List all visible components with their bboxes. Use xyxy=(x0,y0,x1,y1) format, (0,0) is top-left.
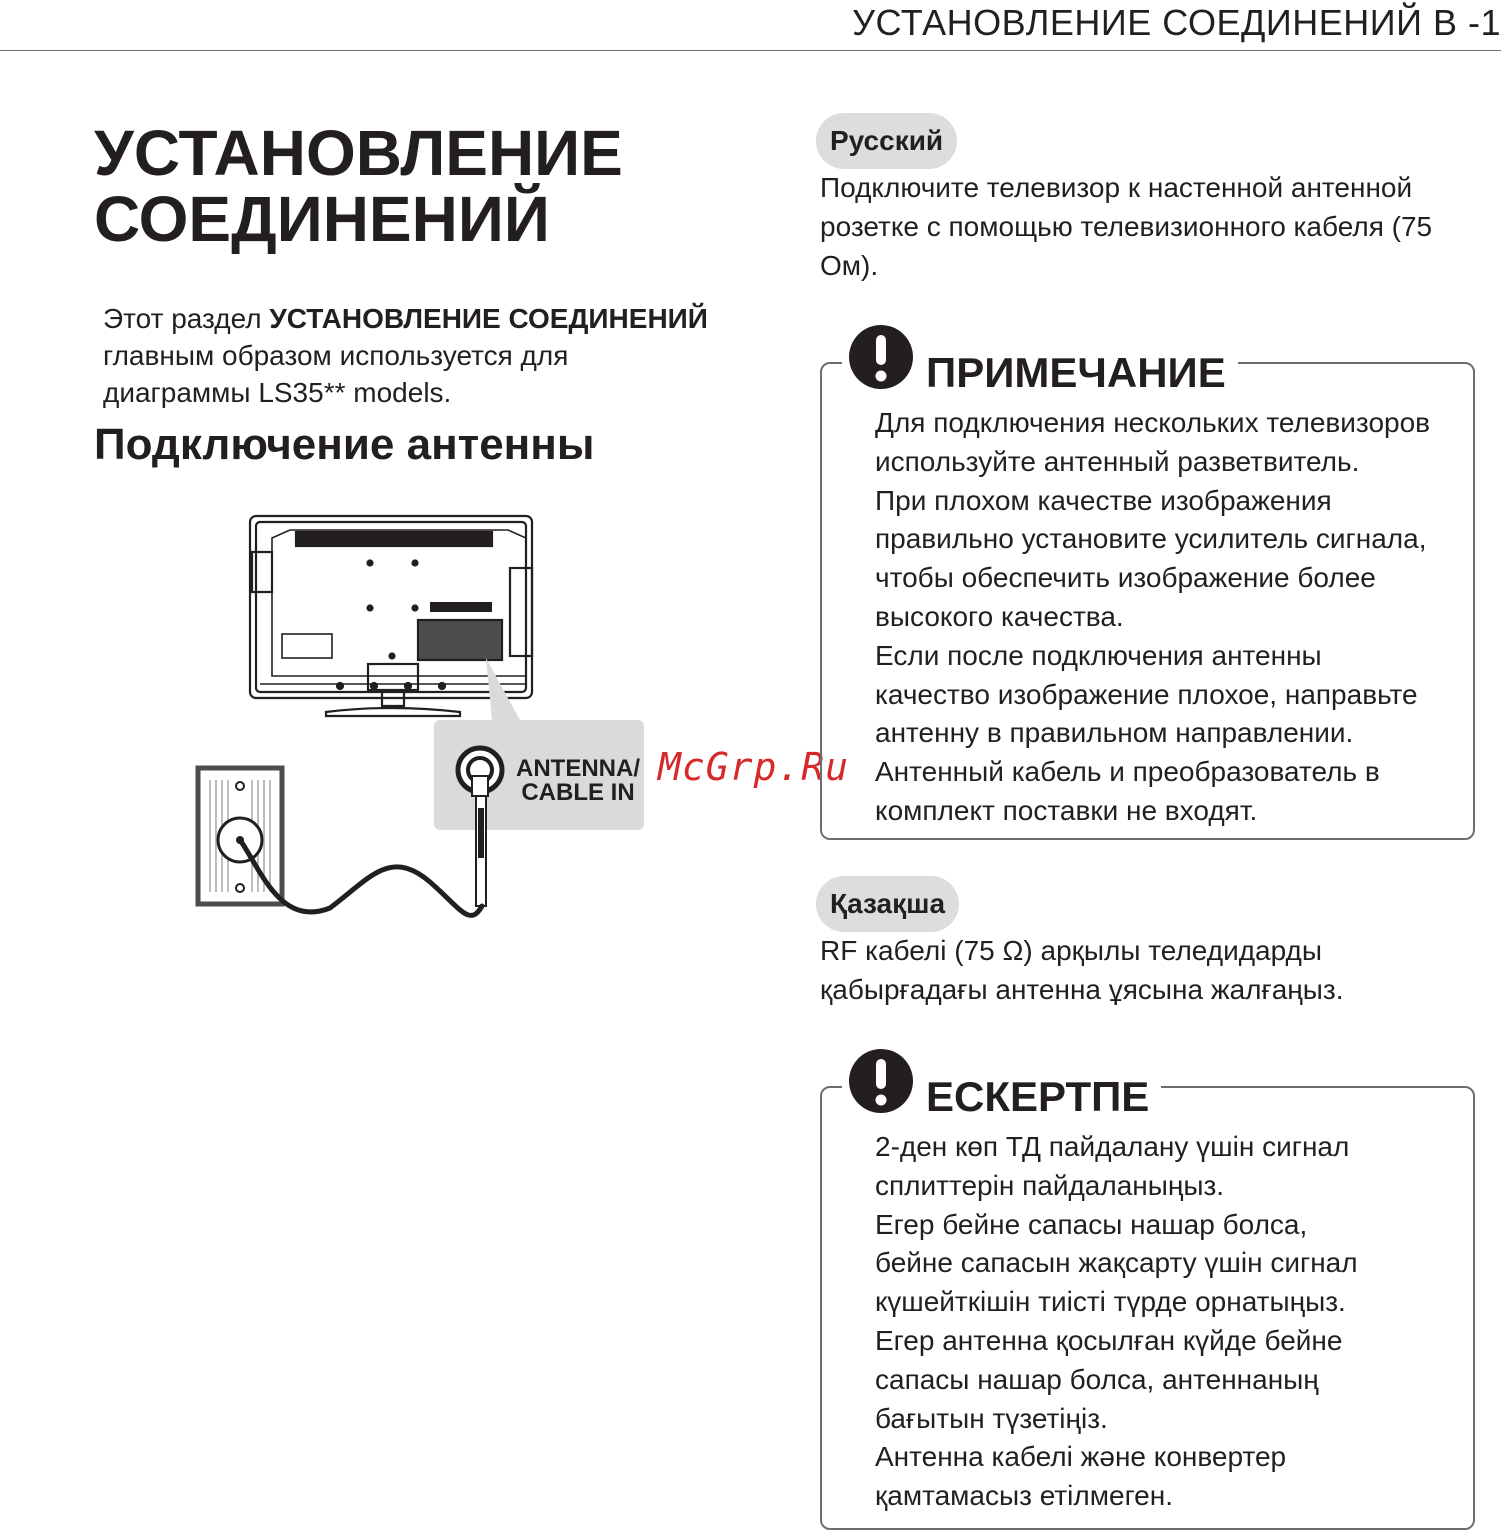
russian-note-header xyxy=(842,316,1238,398)
note-line: Антенный кабель и преобразователь в xyxy=(875,756,1380,788)
page-title-line-2: СОЕДИНЕНИЙ xyxy=(94,183,550,255)
note-line: качество изображение плохое, направьте xyxy=(875,678,1418,710)
note-line: используйте антенный разветвитель. xyxy=(875,445,1360,477)
coax-plug-illustration xyxy=(472,776,488,906)
note-line: антенну в правильном направлении. xyxy=(875,717,1354,749)
note-line: Если после подключения антенны xyxy=(875,639,1322,671)
page-title-line-1: УСТАНОВЛЕНИЕ xyxy=(94,117,623,189)
russian-note-title: ПРИМЕЧАНИЕ xyxy=(926,349,1226,396)
note-line: Егер антенна қосылған күйде бейне xyxy=(875,1324,1343,1356)
note-line: высокого качества. xyxy=(875,600,1124,632)
kazakh-instruction-line-2: қабырғадағы антенна ұясына жалғаңыз. xyxy=(820,974,1344,1005)
exclamation-icon xyxy=(848,324,914,390)
kazakh-instruction xyxy=(820,931,1470,1009)
note-line: При плохом качестве изображения xyxy=(875,484,1332,516)
intro-bold-term: УСТАНОВЛЕНИЕ СОЕДИНЕНИЙ xyxy=(269,303,708,334)
intro-prefix: Этот раздел xyxy=(103,303,270,334)
intro-paragraph xyxy=(103,300,783,411)
header-rule xyxy=(0,50,1501,51)
note-line: Для подключения нескольких телевизоров xyxy=(875,407,1431,438)
exclamation-icon xyxy=(848,1048,914,1114)
note-line: сапасы нашар болса, антеннаның xyxy=(875,1363,1319,1395)
watermark: McGrp.Ru xyxy=(658,745,850,789)
kazakh-note-title: ЕСКЕРТПЕ xyxy=(926,1073,1150,1120)
intro-line-3: диаграммы LS35** models. xyxy=(103,377,452,408)
note-line: сплиттерін пайдаланыңыз. xyxy=(875,1169,1225,1201)
note-line: бағытын түзетіңіз. xyxy=(875,1402,1108,1434)
antenna-connection-diagram xyxy=(190,508,650,928)
note-line: 2-ден көп ТД пайдалану үшін сигнал xyxy=(875,1131,1350,1162)
running-header: УСТАНОВЛЕНИЕ СОЕДИНЕНИЙ В -1 xyxy=(852,2,1501,43)
section-heading: Подключение антенны xyxy=(94,420,595,469)
kazakh-note-header xyxy=(842,1040,1161,1122)
note-line: бейне сапасын жақсарту үшін сигнал xyxy=(875,1247,1358,1279)
kazakh-note-body xyxy=(875,1128,1358,1516)
russian-note-body xyxy=(875,404,1430,831)
russian-instruction: Подключите телевизор к настенной антенной розетке с помощью телевизионного кабеля (75 Ом). xyxy=(820,172,1433,281)
note-line: күшейткішін тиісті түрде орнатыңыз. xyxy=(875,1286,1346,1318)
note-line: чтобы обеспечить изображение более xyxy=(875,562,1376,594)
note-line: қамтамасыз етілмеген. xyxy=(875,1480,1173,1512)
intro-line-2: главным образом используется для xyxy=(103,340,569,371)
kazakh-instruction-line-1: RF кабелі (75 Ω) арқылы теледидарды xyxy=(820,935,1323,966)
note-line: Антенна кабелі және конвертер xyxy=(875,1441,1287,1473)
page-title xyxy=(94,117,623,255)
lang-label-russian: Русский xyxy=(816,113,957,169)
note-line: комплект поставки не входят. xyxy=(875,794,1258,826)
port-label-line-2: CABLE IN xyxy=(521,779,635,806)
note-line: правильно установите усилитель сигнала, xyxy=(875,523,1427,555)
port-label-line-1: ANTENNA/ xyxy=(516,755,640,782)
lang-label-kazakh: Қазақша xyxy=(816,876,959,932)
note-line: Егер бейне сапасы нашар болса, xyxy=(875,1208,1308,1240)
